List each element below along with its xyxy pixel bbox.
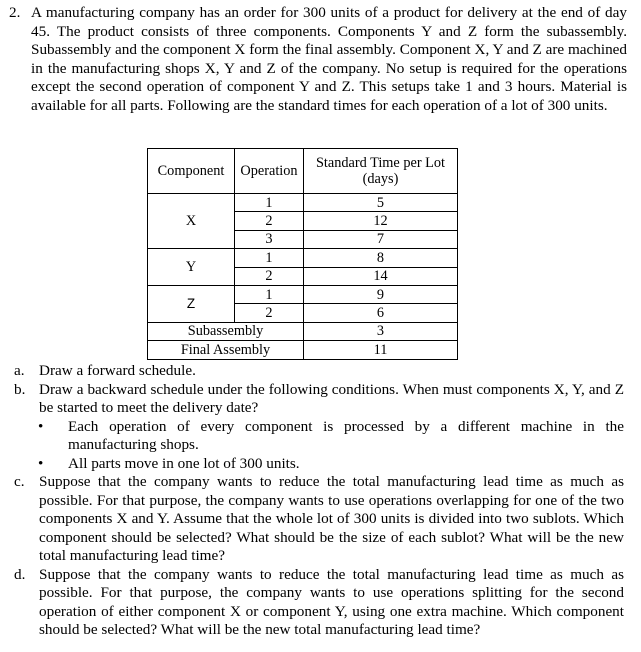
component-cell: X bbox=[148, 194, 235, 249]
question-text: A manufacturing company has an order for 300 units of a product for delivery at the end of day 45. The product consists of three components. Components Y and Z form the subassembly. Subassembly and the component X form the final assembly. Component X, Y and Z are machined in the manufacturing shops X, Y and Z of the company. No setup is required for the operations except the second operation of component Y and Z. This setups take 1 and 3 hours. Material is available for all parts. Following are the standard times for each operation of a lot of 300 units. bbox=[31, 4, 627, 114]
bullet-icon: • bbox=[38, 417, 44, 435]
question-number: 2. bbox=[9, 4, 21, 21]
component-cell: Y bbox=[148, 249, 235, 286]
part-d-label: d. bbox=[14, 565, 26, 583]
part-d-text: Suppose that the company wants to reduce the total manufacturing lead time as much as possible. For that purpose, the company wants to use operations splitting for the second operation of either component X or component Y, using one extra machine. Which component should be selected? What will be the new total manufacturing lead time? bbox=[39, 565, 624, 638]
part-b-bullet-text: All parts move in one lot of 300 units. bbox=[68, 454, 300, 472]
part-b-text: Draw a backward schedule under the following conditions. When must components X, Y, and Z be started to meet the delivery date? bbox=[39, 380, 624, 416]
time-cell: 6 bbox=[304, 304, 458, 322]
subassembly-cell: Subassembly bbox=[148, 322, 304, 340]
time-cell: 12 bbox=[304, 212, 458, 230]
operation-cell: 2 bbox=[235, 212, 304, 230]
table-row bbox=[148, 194, 458, 212]
part-b-bullet bbox=[38, 417, 624, 455]
header-standard-time: Standard Time per Lot (days) bbox=[304, 149, 458, 194]
question-block bbox=[9, 4, 627, 115]
time-cell: 11 bbox=[304, 341, 458, 359]
operation-cell: 1 bbox=[235, 285, 304, 303]
time-cell: 5 bbox=[304, 194, 458, 212]
component-cell: Z bbox=[148, 285, 235, 322]
part-a bbox=[14, 362, 624, 381]
header-operation: Operation bbox=[235, 149, 304, 194]
operation-cell: 1 bbox=[235, 249, 304, 267]
part-b-bullet bbox=[38, 454, 624, 474]
final-assembly-cell: Final Assembly bbox=[148, 341, 304, 359]
table-row bbox=[148, 341, 458, 359]
table-row bbox=[148, 322, 458, 340]
bullet-icon: • bbox=[38, 454, 44, 472]
operation-cell: 3 bbox=[235, 230, 304, 248]
table-row bbox=[148, 285, 458, 303]
header-component: Component bbox=[148, 149, 235, 194]
time-cell: 14 bbox=[304, 267, 458, 285]
table-row bbox=[148, 249, 458, 267]
part-a-text: Draw a forward schedule. bbox=[39, 362, 196, 379]
time-cell: 8 bbox=[304, 249, 458, 267]
part-a-label: a. bbox=[14, 362, 25, 379]
standard-times-table bbox=[147, 148, 458, 360]
table-header-row bbox=[148, 149, 458, 194]
time-cell: 9 bbox=[304, 285, 458, 303]
time-cell: 3 bbox=[304, 322, 458, 340]
sub-questions bbox=[0, 362, 641, 640]
operation-cell: 1 bbox=[235, 194, 304, 212]
part-b-label: b. bbox=[14, 380, 26, 398]
part-b-bullet-text: Each operation of every component is processed by a different machine in the manufacturing shops. bbox=[68, 417, 624, 453]
part-c bbox=[14, 473, 624, 566]
operation-cell: 2 bbox=[235, 267, 304, 285]
operation-cell: 2 bbox=[235, 304, 304, 322]
part-c-text: Suppose that the company wants to reduce the total manufacturing lead time as much as possible. For that purpose, the company wants to use operations overlapping for one of the two components X and Y. Assume that the whole lot of 300 units is divided into two sublots. Which component should be selected? What should be the size of each sublot? What will be the new total manufacturing lead time? bbox=[39, 473, 624, 564]
time-cell: 7 bbox=[304, 230, 458, 248]
part-b bbox=[14, 380, 624, 418]
part-c-label: c. bbox=[14, 473, 25, 490]
part-d bbox=[14, 565, 624, 640]
